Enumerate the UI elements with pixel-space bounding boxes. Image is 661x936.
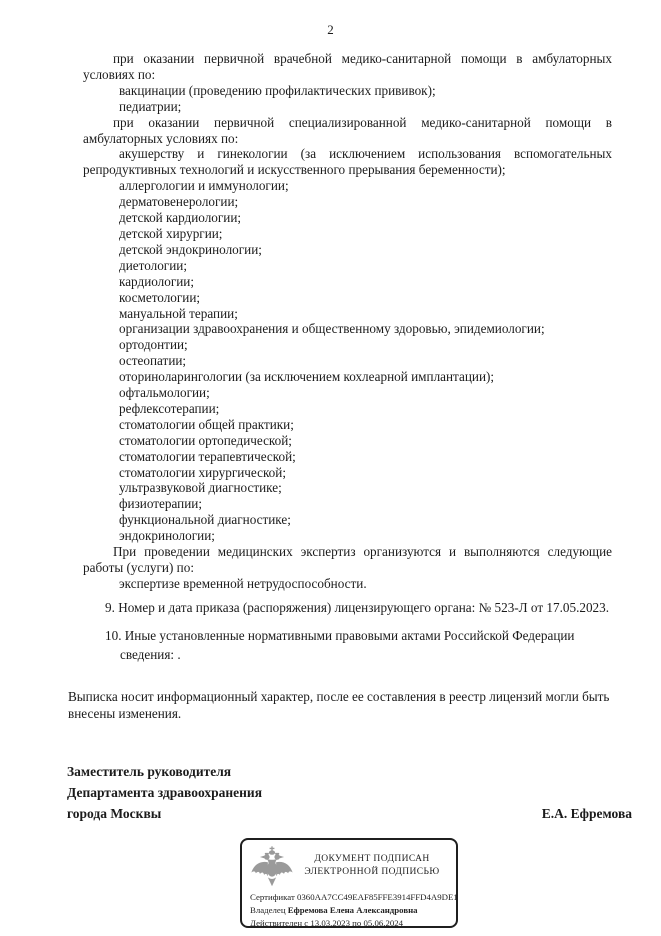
signer-title-line2: Департамента здравоохранения — [67, 785, 263, 800]
license-text-line: педиатрии; — [119, 98, 182, 114]
license-text-line: стоматологии общей практики; — [119, 416, 294, 432]
license-text-line: при оказании первичной специализированной медико-санитарной помощи в — [113, 114, 612, 130]
license-text-line: детской кардиологии; — [119, 210, 242, 226]
signer-title-line3: города Москвы — [67, 806, 162, 821]
license-text-line: амбулаторных условиях по: — [83, 130, 239, 146]
license-text-line: диетологии; — [119, 257, 187, 273]
license-text-line: при оказании первичной врачебной медико-санитарной помощи в амбулаторных — [113, 51, 612, 66]
license-text-line: организации здравоохранения и общественному здоровью, эпидемиологии; — [119, 321, 545, 337]
license-text-line: При проведении медицинских экспертиз организуются и выполняются следующие — [113, 544, 612, 560]
license-text-line: остеопатии; — [119, 353, 187, 369]
license-text-line: эндокринологии; — [119, 528, 215, 544]
page-number: 2 — [327, 22, 334, 37]
signer-title-line1: Заместитель руководителя — [67, 764, 232, 779]
double-headed-eagle-icon — [250, 846, 294, 888]
other-info-line2: сведения: . — [120, 647, 181, 662]
license-text-line: вакцинации (проведению профилактических прививок); — [119, 82, 436, 98]
signature-block — [67, 761, 632, 824]
stamp-validity-line: Действителен с 13.03.2023 по 05.06.2024 — [250, 917, 404, 928]
license-text-line: офтальмологии; — [119, 385, 210, 401]
stamp-certificate-line: Сертификат 0360AA7CC49EAF85FFE3914FFD4A9DE1 — [250, 892, 458, 902]
other-info-line1: 10. Иные установленные нормативными правовыми актами Российской Федерации — [105, 628, 575, 643]
certificate-number: 0360AA7CC49EAF85FFE3914FFD4A9DE1 — [297, 892, 458, 902]
license-text-line: функциональной диагностике; — [119, 512, 291, 528]
license-text-line: косметологии; — [119, 289, 201, 305]
informational-note — [68, 689, 644, 722]
license-text-line: мануальной терапии; — [119, 305, 238, 321]
license-text-line: ортодонтии; — [119, 337, 188, 353]
electronic-signature-stamp — [240, 838, 458, 928]
license-text-line: стоматологии терапевтической; — [119, 448, 296, 464]
license-text-line: ультразвуковой диагностике; — [119, 480, 282, 496]
other-info-item — [105, 626, 625, 664]
stamp-heading-line1: ДОКУМЕНТ ПОДПИСАН — [314, 854, 430, 864]
stamp-heading-line2: ЭЛЕКТРОННОЙ ПОДПИСЬЮ — [304, 866, 440, 877]
license-text-line: репродуктивных технологий и искусственного прерывания беременности); — [83, 162, 506, 178]
license-text-line: кардиологии; — [119, 273, 195, 289]
note-line2: внесены изменения. — [68, 705, 182, 721]
owner-name: Ефремова Елена Александровна — [287, 904, 418, 915]
license-text-line: рефлексотерапии; — [119, 400, 220, 416]
license-activities-text — [83, 51, 612, 592]
license-text-line: акушерству и гинекологии (за исключением использования вспомогательных — [119, 146, 612, 162]
note-line1: Выписка носит информационный характер, после ее составления в реестр лицензий могли быть — [68, 689, 610, 704]
license-text-line: дерматовенерологии; — [119, 194, 239, 210]
order-number-item: 9. Номер и дата приказа (распоряжения) лицензирующего органа: № 523-Л от 17.05.2023. — [105, 600, 610, 615]
license-text-line: работы (услуги) по: — [83, 560, 194, 575]
license-text-line: детской хирургии; — [119, 225, 223, 241]
license-text-line: физиотерапии; — [119, 496, 203, 512]
license-text-line: экспертизе временной нетрудоспособности. — [119, 575, 367, 591]
signer-name: Е.А. Ефремова — [541, 806, 632, 821]
license-text-line: оториноларингологии (за исключением кохлеарной имплантации); — [119, 369, 495, 385]
license-text-line: детской эндокринологии; — [119, 241, 262, 257]
license-text-line: условиях по: — [83, 66, 156, 82]
stamp-owner-line: Владелец Ефремова Елена Александровна — [250, 904, 418, 915]
license-text-line: стоматологии ортопедической; — [119, 432, 292, 448]
stamp-heading — [294, 844, 450, 878]
license-text-line: стоматологии хирургической; — [119, 464, 286, 480]
license-text-line: аллергологии и иммунологии; — [119, 178, 289, 194]
